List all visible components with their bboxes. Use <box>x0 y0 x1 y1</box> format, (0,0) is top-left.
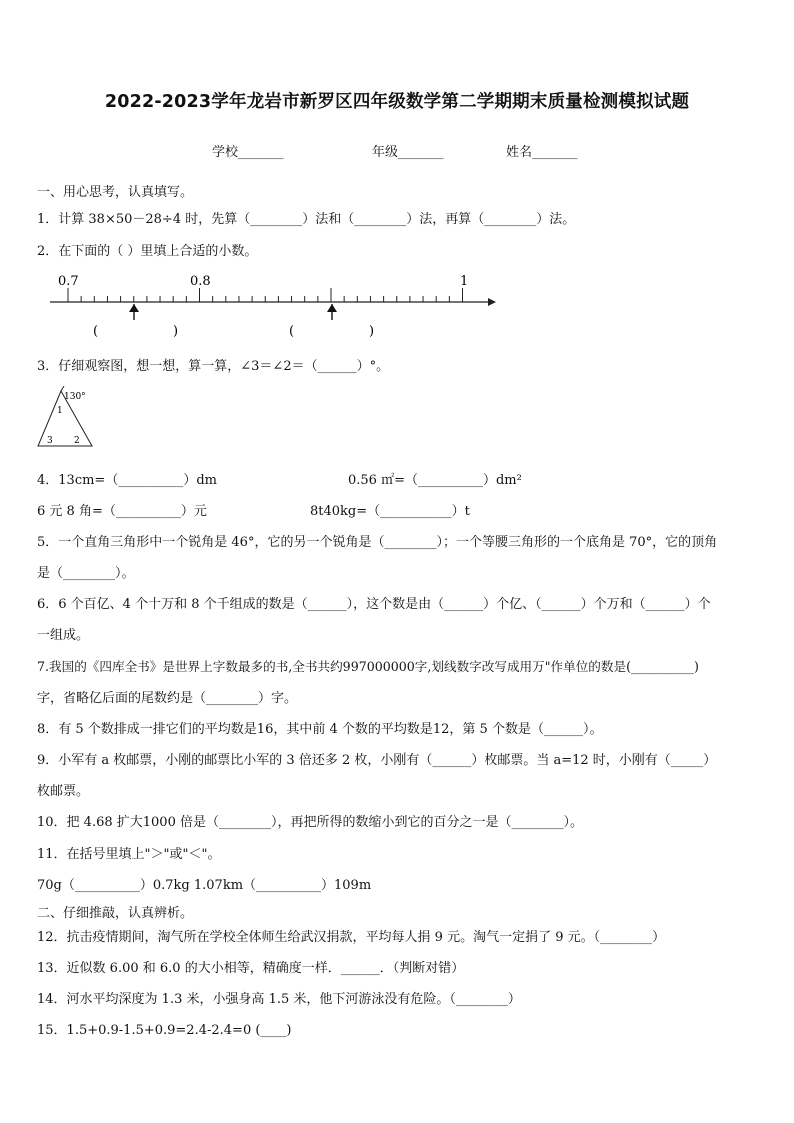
question-5-line-1: 5．一个直角三角形中一个锐角是 46°，它的另一个锐角是（________）；一个等腰三角形的一个底角是 70°，它的顶角 <box>37 535 718 550</box>
angle-label-130: 130° <box>64 392 86 402</box>
question-12: 12．抗击疫情期间，淘气所在学校全体师生给武汉捐款，平均每人捐 9 元。淘气一定捐了 9 元。（________） <box>37 930 666 945</box>
question-2: 2．在下面的（ ）里填上合适的小数。 <box>37 244 258 259</box>
section-1-heading: 一、用心思考，认真填写。 <box>37 185 194 200</box>
question-1: 1．计算 38×50－28÷4 时，先算（________）法和（________）法，再算（________）法。 <box>37 212 576 227</box>
question-4a: 4．13cm=（__________）dm <box>37 473 217 488</box>
arrow-head-icon <box>488 298 496 306</box>
triangle-figure <box>34 386 100 450</box>
question-14: 14．河水平均深度为 1.3 米，小强身高 1.5 米，他下河游泳没有危险。（________） <box>37 992 521 1007</box>
question-10: 10．把 4.68 扩大1000 倍是（________），再把所得的数缩小到它的百分之一是（________）。 <box>37 815 583 830</box>
question-7-line-1: 7.我国的《四库全书》是世界上字数最多的书,全书共约997000000字,划线数字改写成用万"作单位的数是(__________) <box>37 659 699 674</box>
blank-1-open: ( <box>93 324 99 339</box>
question-4d: 8t40kg=（___________）t <box>310 504 470 519</box>
question-8: 8．有 5 个数排成一排它们的平均数是16，其中前 4 个数的平均数是12，第 5 个数是（______）。 <box>37 722 603 737</box>
blank-2-close: ) <box>369 324 375 339</box>
school-field[interactable]: 学校_______ <box>212 145 284 160</box>
page-title: 2022-2023学年龙岩市新罗区四年级数学第二学期期末质量检测模拟试题 <box>104 92 690 112</box>
angle-label-2: 2 <box>74 436 80 446</box>
section-2-heading: 二、仔细推敲，认真辨析。 <box>37 906 194 921</box>
label-0-8: 0.8 <box>190 274 211 289</box>
question-9-line-1: 9．小军有 a 枚邮票，小刚的邮票比小军的 3 倍还多 2 枚，小刚有（______）枚邮票。当 a=12 时，小刚有（_____） <box>37 753 717 768</box>
pointer-arrow-2-icon <box>327 304 337 320</box>
question-7-line-2: 字，省略亿后面的尾数约是（________）字。 <box>37 691 298 706</box>
blank-2-open: ( <box>289 324 295 339</box>
number-line-figure <box>40 268 500 342</box>
question-5-line-2: 是（________）。 <box>37 566 135 581</box>
question-4c: 6 元 8 角=（__________）元 <box>37 504 207 519</box>
question-13: 13．近似数 6.00 和 6.0 的大小相等，精确度一样．______．（判断对错） <box>37 961 465 976</box>
question-6-line-1: 6．6 个百亿、4 个十万和 8 个千组成的数是（______），这个数是由（______）个亿、（______）个万和（______）个 <box>37 597 711 612</box>
blank-1-close: ) <box>173 324 179 339</box>
question-3: 3．仔细观察图，想一想，算一算，∠3＝∠2＝（______）°。 <box>37 359 390 374</box>
question-4b: 0.56 ㎡=（__________）dm² <box>348 473 522 488</box>
pointer-arrow-1-icon <box>129 304 139 320</box>
number-line-ticks <box>68 288 463 302</box>
question-15: 15．1.5+0.9-1.5+0.9=2.4-2.4=0 (____) <box>37 1023 292 1038</box>
angle-label-3: 3 <box>47 436 53 446</box>
question-9-line-2: 枚邮票。 <box>37 784 90 799</box>
grade-field[interactable]: 年级_______ <box>372 145 444 160</box>
question-6-line-2: 一组成。 <box>37 628 90 643</box>
angle-label-1: 1 <box>57 406 63 416</box>
label-1: 1 <box>460 274 469 289</box>
name-field[interactable]: 姓名_______ <box>506 145 578 160</box>
question-11: 11．在括号里填上"＞"或"＜"。 <box>37 847 221 862</box>
label-0-7: 0.7 <box>58 274 79 289</box>
question-11-items: 70g（__________）0.7kg 1.07km（__________）109m <box>37 878 372 893</box>
